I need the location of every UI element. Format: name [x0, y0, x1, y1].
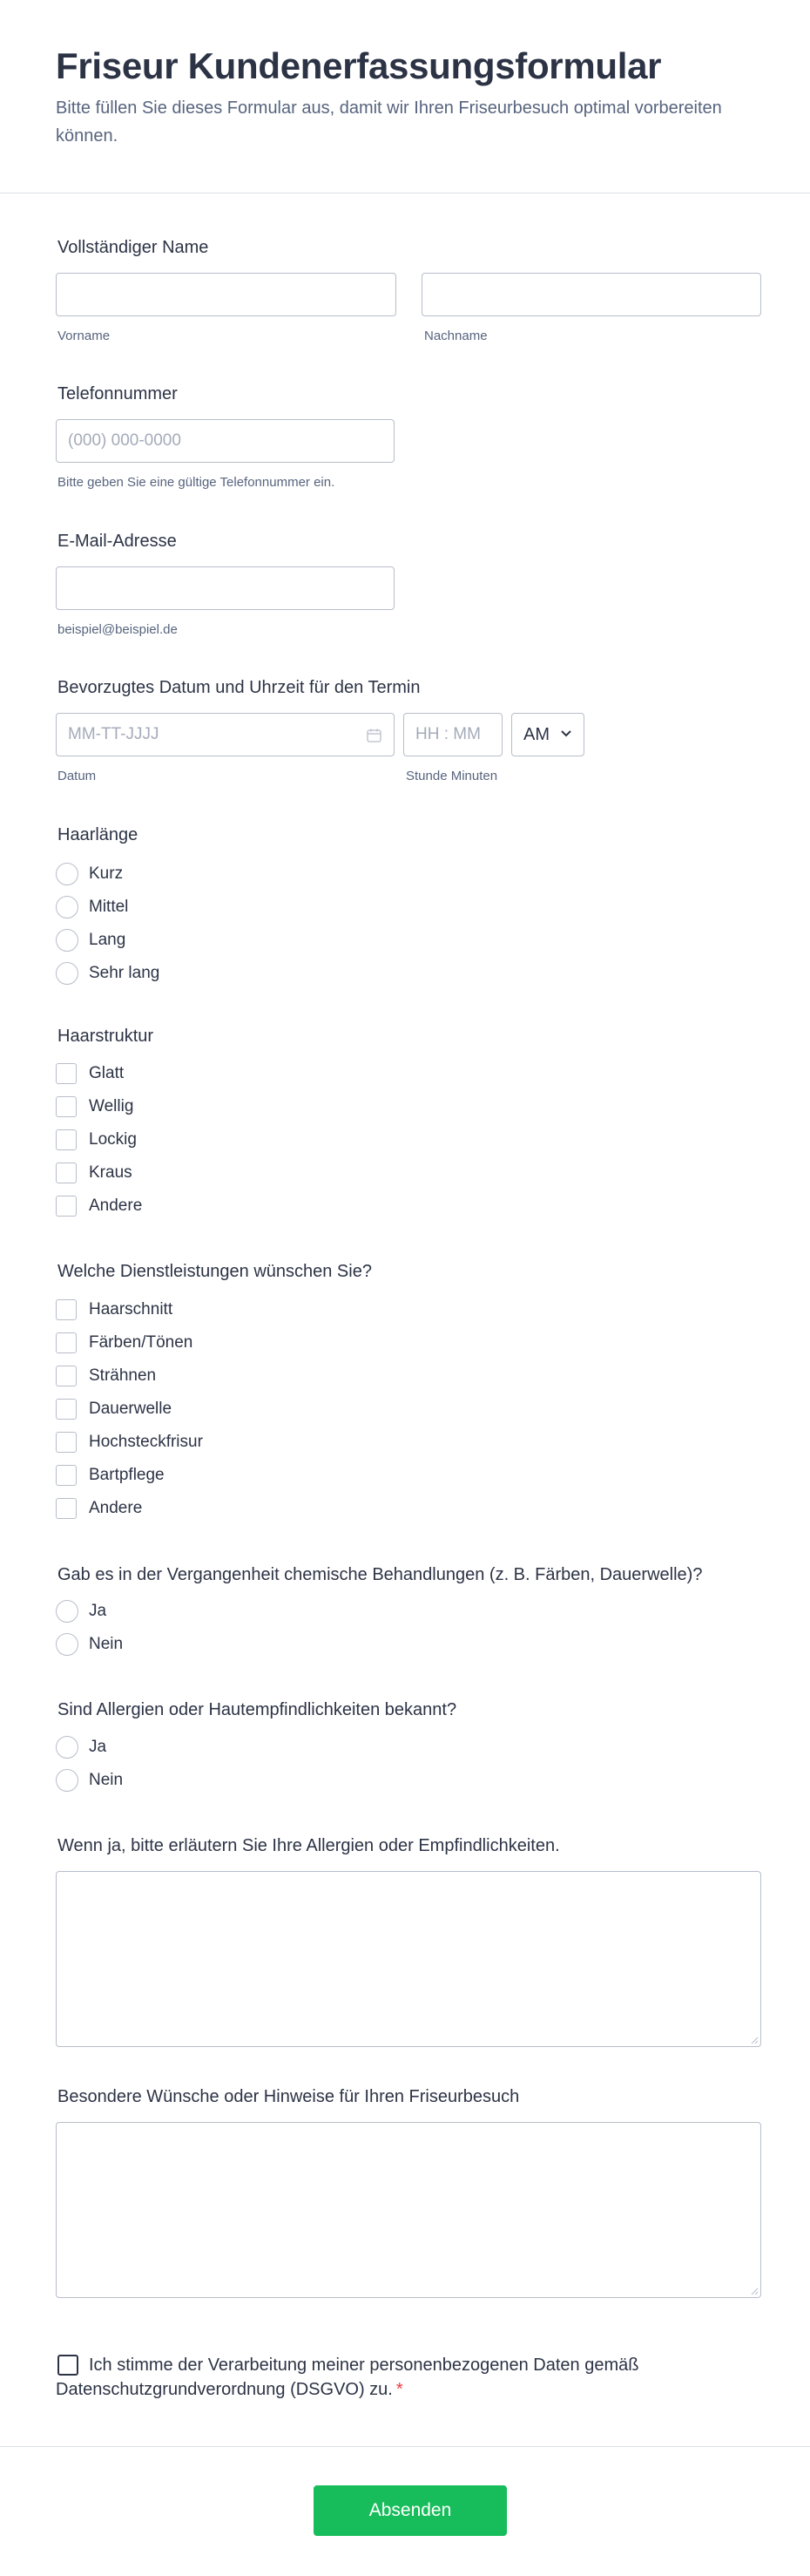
radio-option-chemical-ja[interactable] — [56, 1599, 106, 1624]
services-label: Welche Dienstleistungen wünschen Sie? — [57, 1262, 372, 1281]
checkbox-option-straehnen[interactable] — [56, 1364, 156, 1388]
consent-label: Ich stimme der Verarbeitung meiner personenbezogenen Daten gemäß Datenschutzgrundverordnung (DSGVO) zu. — [56, 2356, 639, 2399]
checkbox[interactable] — [56, 1299, 77, 1320]
wishes-label: Besondere Wünsche oder Hinweise für Ihren Friseurbesuch — [57, 2087, 520, 2106]
checkbox[interactable] — [56, 1498, 77, 1519]
date-input[interactable] — [56, 713, 395, 756]
chevron-down-icon — [560, 728, 572, 740]
option-label: Ja — [89, 1602, 107, 1620]
ampm-select[interactable] — [511, 713, 584, 756]
checkbox[interactable] — [56, 1129, 77, 1150]
form-header — [56, 42, 753, 150]
radio-button[interactable] — [56, 1769, 78, 1792]
checkbox-option-haarschnitt[interactable] — [56, 1298, 172, 1322]
checkbox-option-andere-service[interactable] — [56, 1496, 142, 1521]
last-name-input[interactable] — [422, 273, 761, 316]
checkbox-option-glatt[interactable] — [56, 1061, 124, 1086]
checkbox-option-bartpflege[interactable] — [56, 1463, 165, 1488]
option-label: Haarschnitt — [89, 1300, 173, 1319]
checkbox[interactable] — [56, 1432, 77, 1453]
checkbox[interactable] — [56, 1063, 77, 1084]
option-label: Strähnen — [89, 1366, 157, 1385]
resize-handle-icon[interactable] — [750, 2287, 759, 2295]
option-label: Mittel — [89, 898, 129, 916]
checkbox[interactable] — [56, 1196, 77, 1217]
consent-text — [56, 2353, 718, 2402]
email-input[interactable] — [56, 566, 395, 610]
time-input[interactable] — [403, 713, 503, 756]
last-name-sublabel: Nachname — [424, 329, 488, 343]
checkbox[interactable] — [56, 1163, 77, 1183]
appointment-label: Bevorzugtes Datum und Uhrzeit für den Termin — [57, 678, 421, 697]
required-marker: * — [395, 2380, 403, 2399]
option-label: Wellig — [89, 1097, 134, 1115]
allergy-details-label: Wenn ja, bitte erläutern Sie Ihre Allergien oder Empfindlichkeiten. — [57, 1836, 560, 1855]
ampm-value: AM — [523, 724, 550, 744]
option-label: Bartpflege — [89, 1466, 165, 1484]
footer-divider — [0, 2446, 810, 2447]
checkbox[interactable] — [56, 1366, 77, 1386]
phone-label: Telefonnummer — [57, 384, 178, 403]
phone-sublabel: Bitte geben Sie eine gültige Telefonnummer ein. — [57, 475, 335, 490]
checkbox-option-lockig[interactable] — [56, 1128, 137, 1152]
checkbox[interactable] — [56, 1399, 77, 1420]
option-label: Nein — [89, 1635, 124, 1653]
radio-option-sehr-lang[interactable] — [56, 961, 159, 986]
form-title: Friseur Kundenerfassungsformular — [56, 45, 662, 86]
chemical-label: Gab es in der Vergangenheit chemische Behandlungen (z. B. Färben, Dauerwelle)? — [57, 1565, 703, 1584]
checkbox[interactable] — [56, 1465, 77, 1486]
first-name-sublabel: Vorname — [57, 329, 111, 343]
option-label: Andere — [89, 1499, 143, 1517]
radio-button[interactable] — [56, 962, 78, 985]
checkbox-option-dauerwelle[interactable] — [56, 1397, 172, 1421]
checkbox-option-kraus[interactable] — [56, 1161, 132, 1185]
option-label: Andere — [89, 1196, 143, 1215]
radio-option-chemical-nein[interactable] — [56, 1632, 123, 1657]
phone-input[interactable] — [56, 419, 395, 463]
radio-button[interactable] — [56, 1633, 78, 1656]
calendar-icon[interactable] — [367, 729, 381, 742]
checkbox[interactable] — [56, 1332, 77, 1353]
radio-button[interactable] — [56, 929, 78, 952]
option-label: Dauerwelle — [89, 1400, 172, 1418]
option-label: Sehr lang — [89, 964, 160, 982]
email-sublabel: beispiel@beispiel.de — [57, 622, 178, 637]
radio-option-lang[interactable] — [56, 928, 125, 952]
checkbox-option-hochsteckfrisur[interactable] — [56, 1430, 203, 1454]
option-label: Färben/Tönen — [89, 1333, 193, 1352]
radio-option-mittel[interactable] — [56, 895, 128, 919]
resize-handle-icon[interactable] — [750, 2036, 759, 2044]
radio-option-allergies-nein[interactable] — [56, 1768, 123, 1793]
option-label: Lang — [89, 931, 126, 949]
option-label: Glatt — [89, 1064, 125, 1082]
name-label: Vollständiger Name — [57, 238, 209, 257]
radio-option-allergies-ja[interactable] — [56, 1735, 106, 1759]
form-subtitle: Bitte füllen Sie dieses Formular aus, damit wir Ihren Friseurbesuch optimal vorbereiten können. — [56, 98, 722, 146]
time-sublabel: Stunde Minuten — [406, 769, 498, 783]
allergy-details-textarea[interactable] — [56, 1871, 761, 2047]
radio-option-kurz[interactable] — [56, 862, 123, 886]
first-name-input[interactable] — [56, 273, 396, 316]
hair-structure-label: Haarstruktur — [57, 1027, 154, 1046]
radio-button[interactable] — [56, 1736, 78, 1759]
radio-button[interactable] — [56, 896, 78, 919]
radio-button[interactable] — [56, 1600, 78, 1623]
checkbox-option-wellig[interactable] — [56, 1095, 133, 1119]
option-label: Kraus — [89, 1163, 132, 1182]
submit-button[interactable]: Absenden — [314, 2485, 507, 2536]
allergies-label: Sind Allergien oder Hautempfindlichkeiten bekannt? — [57, 1700, 457, 1719]
email-label: E-Mail-Adresse — [57, 532, 177, 551]
option-label: Kurz — [89, 864, 124, 883]
radio-button[interactable] — [56, 863, 78, 885]
hair-length-label: Haarlänge — [57, 825, 138, 844]
checkbox[interactable] — [56, 1096, 77, 1117]
option-label: Ja — [89, 1738, 107, 1756]
date-sublabel: Datum — [57, 769, 97, 783]
checkbox-option-faerben[interactable] — [56, 1331, 192, 1355]
option-label: Nein — [89, 1771, 124, 1789]
wishes-textarea[interactable] — [56, 2122, 761, 2298]
option-label: Lockig — [89, 1130, 137, 1149]
checkbox-option-andere[interactable] — [56, 1194, 142, 1218]
option-label: Hochsteckfrisur — [89, 1433, 203, 1451]
